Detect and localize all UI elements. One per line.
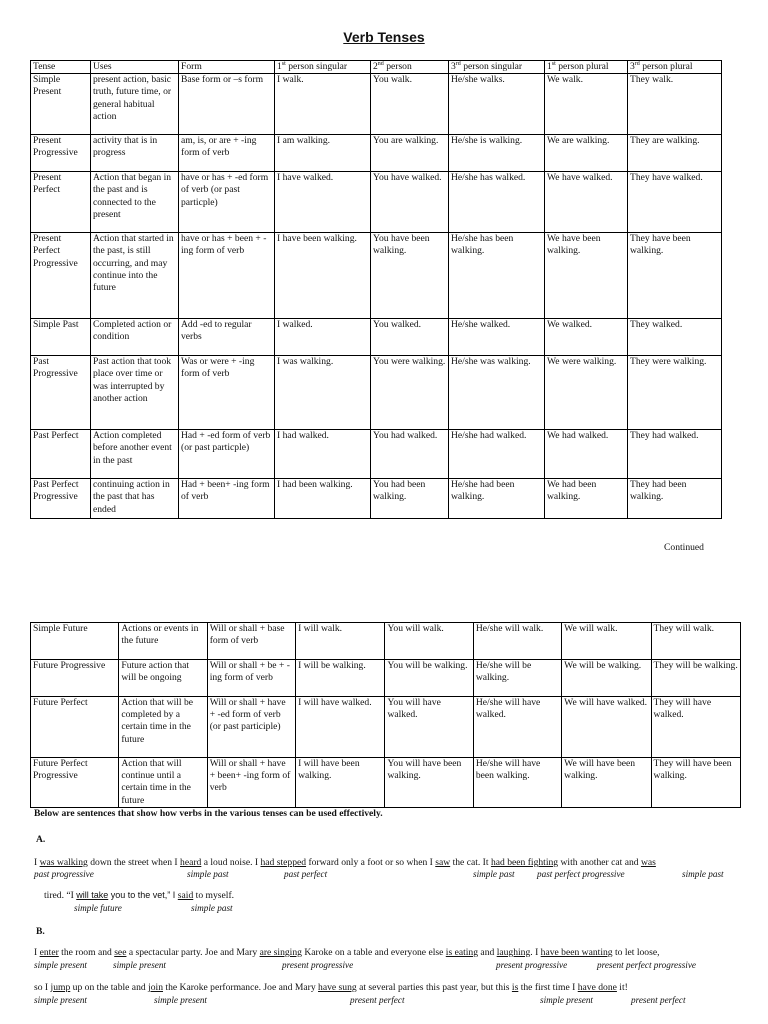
table-cell: Will or shall + have + -ed form of verb (or past participle) bbox=[207, 697, 295, 758]
table-cell: I have been walking. bbox=[275, 233, 371, 319]
table-cell: They are walking. bbox=[628, 135, 722, 172]
verb: have done bbox=[577, 982, 617, 993]
sentence-text: Karoke on a table and everyone else bbox=[301, 947, 446, 958]
tense-name-cell: Present Perfect bbox=[31, 172, 91, 233]
tense-label: simple past bbox=[191, 903, 233, 913]
section-b-sentence-2 bbox=[34, 982, 628, 993]
table-cell: We are walking. bbox=[545, 135, 628, 172]
verb: are singing bbox=[259, 947, 302, 958]
table-row bbox=[31, 74, 722, 135]
table-cell: He/she was walking. bbox=[449, 356, 545, 430]
continued-note: Continued bbox=[664, 542, 704, 553]
table-cell: We had been walking. bbox=[545, 479, 628, 519]
table-row bbox=[31, 660, 741, 697]
tense-label: present perfect progressive bbox=[597, 960, 696, 970]
table-cell: Base form or –s form bbox=[179, 74, 275, 135]
table-cell: He/she had walked. bbox=[449, 430, 545, 479]
header-cell: Form bbox=[179, 61, 275, 74]
table-row bbox=[31, 233, 722, 319]
table-cell: They were walking. bbox=[628, 356, 722, 430]
table-cell: They had been walking. bbox=[628, 479, 722, 519]
verb: join bbox=[148, 982, 163, 993]
tense-label: simple future bbox=[74, 903, 122, 913]
table-cell: We walked. bbox=[545, 319, 628, 356]
table-cell: have or has + been + -ing form of verb bbox=[179, 233, 275, 319]
tense-name-cell: Future Perfect bbox=[31, 697, 119, 758]
tense-label: simple present bbox=[34, 995, 87, 1005]
table-cell: He/she will have walked. bbox=[473, 697, 561, 758]
table-row bbox=[31, 135, 722, 172]
tense-label: present perfect bbox=[350, 995, 405, 1005]
table-cell: We walk. bbox=[545, 74, 628, 135]
table-cell: I walk. bbox=[275, 74, 371, 135]
table-cell: have or has + -ed form of verb (or past particple) bbox=[179, 172, 275, 233]
table-cell: They walk. bbox=[628, 74, 722, 135]
section-b-sentence-1 bbox=[34, 947, 660, 958]
table-cell: Add -ed to regular verbs bbox=[179, 319, 275, 356]
examples-intro: Below are sentences that show how verbs in the various tenses can be used effectively. bbox=[34, 808, 383, 819]
tense-label: simple present bbox=[154, 995, 207, 1005]
table-cell: He/she walked. bbox=[449, 319, 545, 356]
table-header-row bbox=[31, 61, 722, 74]
verb: laughing bbox=[496, 947, 531, 958]
tense-label: present progressive bbox=[496, 960, 568, 970]
table-row bbox=[31, 479, 722, 519]
table-cell: We will have walked. bbox=[562, 697, 651, 758]
table-cell: You will have walked. bbox=[385, 697, 473, 758]
tense-name-cell: Future Progressive bbox=[31, 660, 119, 697]
verb-tenses-table bbox=[30, 60, 722, 519]
table-cell: He/she is walking. bbox=[449, 135, 545, 172]
sentence-text: tired. “I bbox=[44, 890, 77, 901]
table-cell: He/she will be walking. bbox=[473, 660, 561, 697]
sentence-text: I bbox=[34, 857, 40, 868]
table-cell: We will walk. bbox=[562, 623, 651, 660]
section-a-label: A. bbox=[36, 834, 46, 845]
header-cell: 3rd person singular bbox=[449, 61, 545, 74]
tense-label: past perfect bbox=[284, 869, 328, 879]
table-cell: continuing action in the past that has ended bbox=[91, 479, 179, 519]
sentence-text: it! bbox=[616, 982, 628, 993]
sentence-text: down the street when I bbox=[87, 857, 181, 868]
table-cell: Action that began in the past and is connected to the present bbox=[91, 172, 179, 233]
tense-name-cell: Present Progressive bbox=[31, 135, 91, 172]
verb: have sung bbox=[318, 982, 357, 993]
table-cell: I had been walking. bbox=[275, 479, 371, 519]
table-cell: I was walking. bbox=[275, 356, 371, 430]
table-cell: They will walk. bbox=[651, 623, 740, 660]
table-cell: Action that will be completed by a certain time in the future bbox=[119, 697, 207, 758]
table-cell: We have walked. bbox=[545, 172, 628, 233]
tense-name-cell: Simple Past bbox=[31, 319, 91, 356]
verb: was bbox=[640, 857, 656, 868]
table-cell: He/she has walked. bbox=[449, 172, 545, 233]
sentence-text: to myself. bbox=[193, 890, 235, 901]
table-cell: We had walked. bbox=[545, 430, 628, 479]
sentence-text: with another cat and bbox=[558, 857, 641, 868]
page-title: Verb Tenses bbox=[343, 29, 425, 45]
section-a-sentence-1 bbox=[34, 857, 656, 868]
verb: was walking bbox=[39, 857, 88, 868]
table-cell: I walked. bbox=[275, 319, 371, 356]
tense-name-cell: Past Perfect bbox=[31, 430, 91, 479]
table-cell: They walked. bbox=[628, 319, 722, 356]
table-cell: You are walking. bbox=[371, 135, 449, 172]
verb: heard bbox=[180, 857, 202, 868]
table-cell: Was or were + -ing form of verb bbox=[179, 356, 275, 430]
table-cell: Action completed before another event in the past bbox=[91, 430, 179, 479]
table-row bbox=[31, 172, 722, 233]
future-tenses-table bbox=[30, 622, 741, 808]
sentence-text: up on the table and bbox=[70, 982, 149, 993]
table-cell: You have walked. bbox=[371, 172, 449, 233]
tense-name-cell: Simple Present bbox=[31, 74, 91, 135]
verb: saw bbox=[435, 857, 451, 868]
table-row bbox=[31, 319, 722, 356]
tense-label: simple past bbox=[682, 869, 724, 879]
table-row bbox=[31, 623, 741, 660]
tense-name-cell: Simple Future bbox=[31, 623, 119, 660]
header-cell: 1st person singular bbox=[275, 61, 371, 74]
table-cell: You have been walking. bbox=[371, 233, 449, 319]
table-cell: He/she will walk. bbox=[473, 623, 561, 660]
table-cell: I will be walking. bbox=[296, 660, 385, 697]
tense-label: simple past bbox=[187, 869, 229, 879]
table-cell: I am walking. bbox=[275, 135, 371, 172]
table-cell: He/she walks. bbox=[449, 74, 545, 135]
sentence-text: the first time I bbox=[518, 982, 578, 993]
table-cell: They have walked. bbox=[628, 172, 722, 233]
verb: is eating bbox=[445, 947, 479, 958]
table-cell: You walked. bbox=[371, 319, 449, 356]
table-cell: am, is, or are + -ing form of verb bbox=[179, 135, 275, 172]
sentence-text: I bbox=[34, 947, 40, 958]
table-row bbox=[31, 356, 722, 430]
table-row bbox=[31, 697, 741, 758]
table-cell: activity that is in progress bbox=[91, 135, 179, 172]
tense-name-cell: Present Perfect Progressive bbox=[31, 233, 91, 319]
verb: is bbox=[511, 982, 519, 993]
header-cell: 2nd person bbox=[371, 61, 449, 74]
header-cell: Tense bbox=[31, 61, 91, 74]
tense-label: present progressive bbox=[282, 960, 354, 970]
verb: said bbox=[177, 890, 194, 901]
table-cell: Will or shall + have + been+ -ing form of verb bbox=[207, 758, 295, 808]
table-cell: You had walked. bbox=[371, 430, 449, 479]
table-cell: Future action that will be ongoing bbox=[119, 660, 207, 697]
tense-label: past perfect progressive bbox=[537, 869, 625, 879]
verb: had stepped bbox=[260, 857, 307, 868]
table-cell: He/she will have been walking. bbox=[473, 758, 561, 808]
sentence-text: to let loose, bbox=[612, 947, 660, 958]
tense-label: past progressive bbox=[34, 869, 94, 879]
table-cell: They have been walking. bbox=[628, 233, 722, 319]
tense-name-cell: Past Progressive bbox=[31, 356, 91, 430]
table-cell: They will have walked. bbox=[651, 697, 740, 758]
table-cell: You will walk. bbox=[385, 623, 473, 660]
verb: will take bbox=[76, 890, 109, 900]
sentence-text: . I bbox=[530, 947, 541, 958]
table-cell: Will or shall + base form of verb bbox=[207, 623, 295, 660]
table-cell: Actions or events in the future bbox=[119, 623, 207, 660]
table-cell: They had walked. bbox=[628, 430, 722, 479]
table-cell: You were walking. bbox=[371, 356, 449, 430]
table-cell: He/she had been walking. bbox=[449, 479, 545, 519]
verb: enter bbox=[39, 947, 59, 958]
table-cell: Completed action or condition bbox=[91, 319, 179, 356]
table-cell: Action that started in the past, is still occurring, and may continue into the future bbox=[91, 233, 179, 319]
table-cell: You will be walking. bbox=[385, 660, 473, 697]
verb: jump bbox=[50, 982, 71, 993]
tense-name-cell: Past Perfect Progressive bbox=[31, 479, 91, 519]
table-cell: You had been walking. bbox=[371, 479, 449, 519]
table-cell: You will have been walking. bbox=[385, 758, 473, 808]
table-row bbox=[31, 430, 722, 479]
table-cell: Past action that took place over time or was interrupted by another action bbox=[91, 356, 179, 430]
tense-name-cell: Future Perfect Progressive bbox=[31, 758, 119, 808]
tense-label: present perfect bbox=[631, 995, 686, 1005]
table-cell: They will have been walking. bbox=[651, 758, 740, 808]
table-cell: I will have been walking. bbox=[296, 758, 385, 808]
table-cell: I have walked. bbox=[275, 172, 371, 233]
table-cell: We will be walking. bbox=[562, 660, 651, 697]
header-cell: 1st person plural bbox=[545, 61, 628, 74]
table-cell: You walk. bbox=[371, 74, 449, 135]
table-cell: We will have been walking. bbox=[562, 758, 651, 808]
sentence-text: forward only a foot or so when I bbox=[306, 857, 436, 868]
table-cell: Had + -ed form of verb (or past particple) bbox=[179, 430, 275, 479]
table-cell: Action that will continue until a certain time in the future bbox=[119, 758, 207, 808]
tense-label: simple present bbox=[540, 995, 593, 1005]
header-cell: Uses bbox=[91, 61, 179, 74]
table-cell: I will walk. bbox=[296, 623, 385, 660]
table-cell: We were walking. bbox=[545, 356, 628, 430]
table-cell: We have been walking. bbox=[545, 233, 628, 319]
verb: have been wanting bbox=[540, 947, 613, 958]
table-cell: He/she has been walking. bbox=[449, 233, 545, 319]
table-cell: I will have walked. bbox=[296, 697, 385, 758]
sentence-text: at several parties this past year, but this bbox=[356, 982, 512, 993]
table-cell: I had walked. bbox=[275, 430, 371, 479]
verb: had been fighting bbox=[490, 857, 559, 868]
section-a-sentence-2 bbox=[44, 890, 234, 901]
table-cell: They will be walking. bbox=[651, 660, 740, 697]
header-cell: 3rd person plural bbox=[628, 61, 722, 74]
tense-label: simple past bbox=[473, 869, 515, 879]
sentence-text: and bbox=[478, 947, 497, 958]
table-cell: Will or shall + be + -ing form of verb bbox=[207, 660, 295, 697]
tense-label: simple present bbox=[113, 960, 166, 970]
sentence-text: you to the vet,” I bbox=[108, 890, 178, 900]
sentence-text: so I bbox=[34, 982, 51, 993]
sentence-text: the Karoke performance. Joe and Mary bbox=[163, 982, 319, 993]
sentence-text: the room and bbox=[58, 947, 115, 958]
table-cell: Had + been+ -ing form of verb bbox=[179, 479, 275, 519]
sentence-text: the cat. It bbox=[450, 857, 491, 868]
verb: see bbox=[114, 947, 127, 958]
tense-label: simple present bbox=[34, 960, 87, 970]
sentence-text: a loud noise. I bbox=[201, 857, 261, 868]
table-row bbox=[31, 758, 741, 808]
section-b-label: B. bbox=[36, 926, 45, 937]
sentence-text: a spectacular party. Joe and Mary bbox=[126, 947, 260, 958]
table-cell: present action, basic truth, future time, or general habitual action bbox=[91, 74, 179, 135]
